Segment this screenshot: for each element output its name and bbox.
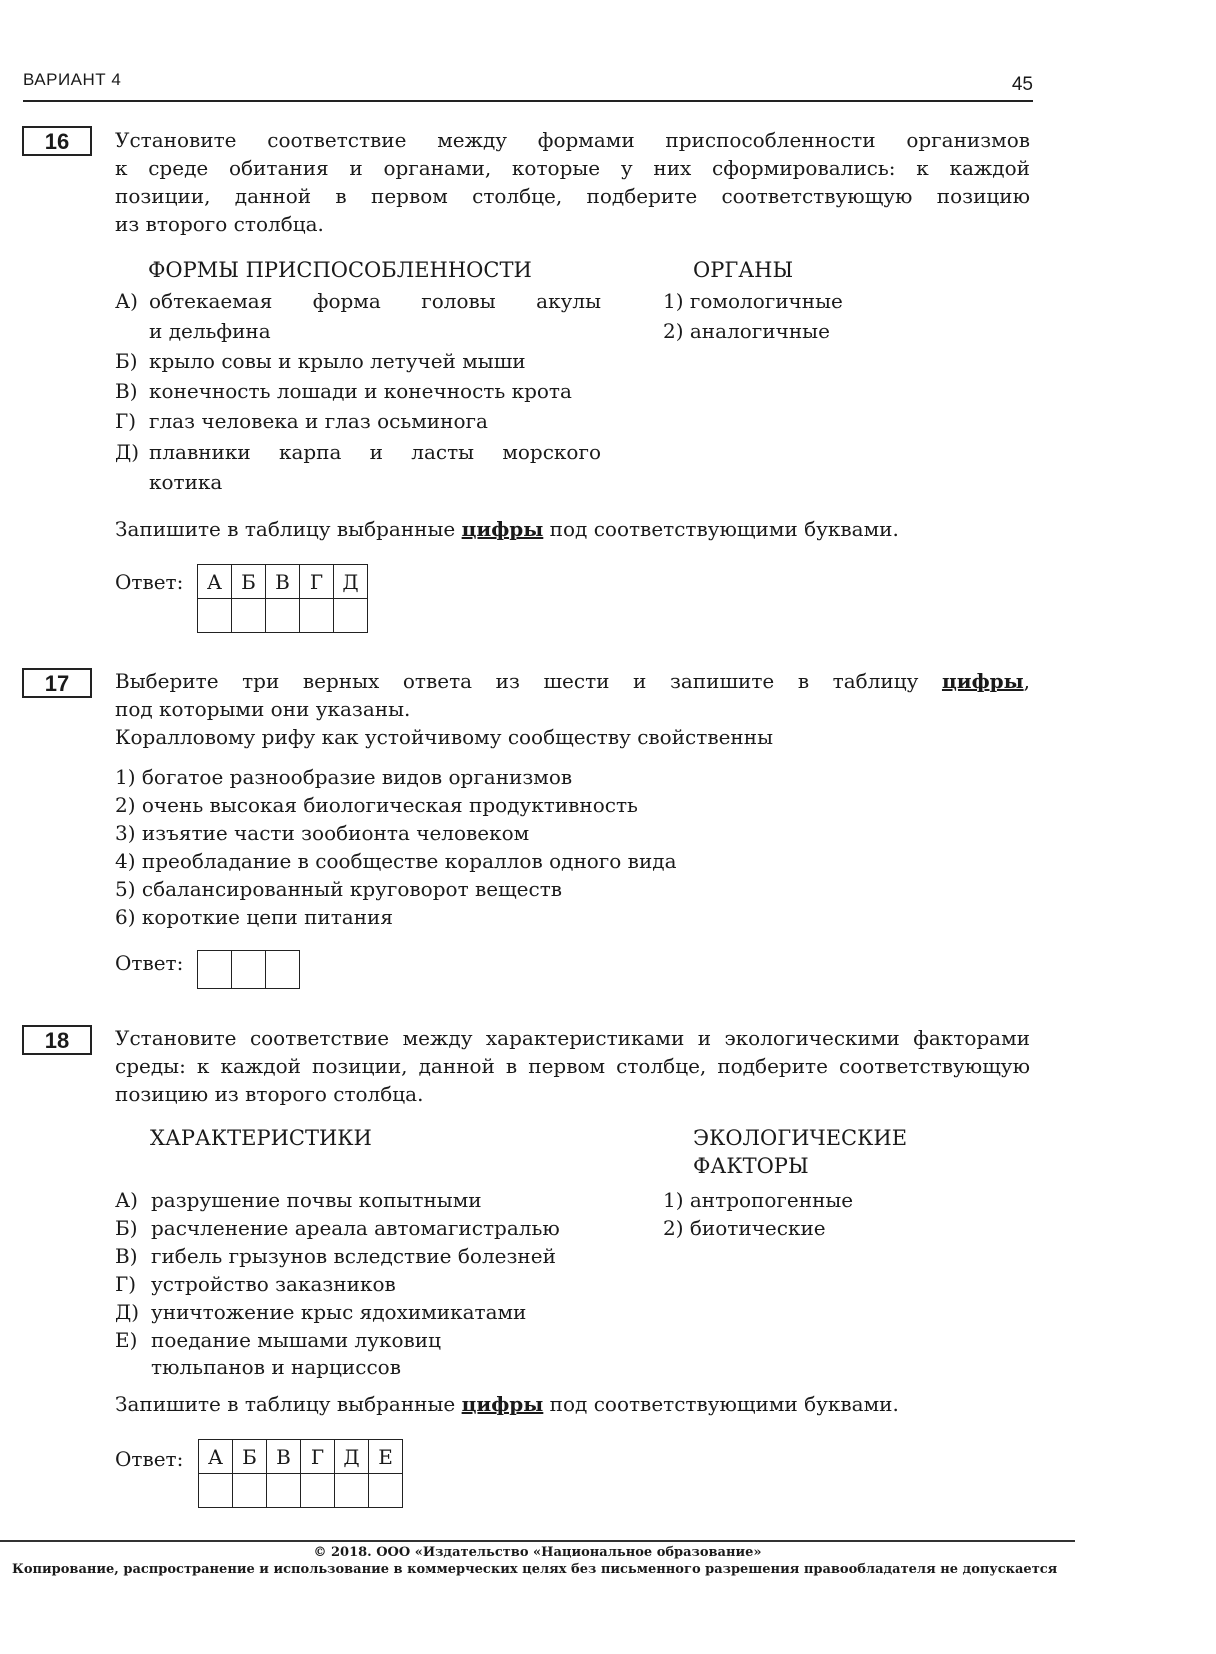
q17-text-line: Коралловому рифу как устойчивому сообществу свойственны (115, 725, 773, 749)
item-text: устройство заказников (151, 1272, 396, 1296)
answer-cell[interactable] (335, 1474, 369, 1508)
item-letter: Д) (115, 1300, 140, 1324)
answer-cell[interactable] (334, 599, 368, 633)
q17-text-line: под которыми они указаны. (115, 697, 411, 721)
item-text-cont: и дельфина (149, 319, 271, 343)
q16-answer-table (197, 564, 368, 633)
q16-text-line: из второго столбца. (115, 212, 324, 236)
q17-option: 3) изъятие части зообионта человеком (115, 821, 530, 845)
item-letter: Д) (115, 440, 140, 464)
question-number-16: 16 (22, 126, 92, 156)
q17-option: 4) преобладание в сообществе кораллов одного вида (115, 849, 677, 873)
q16-instruction: Запишите в таблицу выбранные цифры под соответствующими буквами. (115, 517, 899, 541)
q18-option: 1) антропогенные (663, 1188, 854, 1212)
item-letter: Г) (115, 1272, 137, 1296)
q16-option: 1) гомологичные (663, 289, 843, 313)
variant-label: ВАРИАНТ 4 (23, 70, 122, 89)
item-text: обтекаемая форма головы акулы (149, 289, 601, 313)
item-text: гибель грызунов вследствие болезней (151, 1244, 556, 1268)
answer-letter: Б (232, 565, 266, 599)
item-text: глаз человека и глаз осьминога (149, 409, 488, 433)
item-letter: Г) (115, 409, 137, 433)
q17-option: 5) сбалансированный круговорот веществ (115, 877, 563, 901)
q16-col2-title: ОРГАНЫ (693, 258, 794, 282)
item-text-cont: тюльпанов и нарциссов (151, 1355, 401, 1379)
q17-option: 6) короткие цепи питания (115, 905, 393, 929)
q17-option: 1) богатое разнообразие видов организмов (115, 765, 573, 789)
q18-col2-title: ФАКТОРЫ (693, 1154, 809, 1178)
answer-cell[interactable] (199, 1474, 233, 1508)
emphasis-digits: цифры (461, 1392, 544, 1416)
answer-cell[interactable] (233, 1474, 267, 1508)
answer-cell[interactable] (369, 1474, 403, 1508)
answer-letter: В (267, 1440, 301, 1474)
answer-cell[interactable] (198, 599, 232, 633)
answer-letter: А (199, 1440, 233, 1474)
q18-answer-table (198, 1439, 403, 1508)
answer-cell[interactable] (267, 1474, 301, 1508)
item-text: уничтожение крыс ядохимикатами (151, 1300, 527, 1324)
emphasis-digits: цифры (941, 669, 1024, 693)
q18-option: 2) биотические (663, 1216, 826, 1240)
question-number-18: 18 (22, 1025, 92, 1055)
q17-text-line: Выберите три верных ответа из шести и запишите в таблицу цифры, (115, 669, 1030, 693)
q16-text-line: позиции, данной в первом столбце, подберите соответствующую позицию (115, 184, 1030, 208)
emphasis-digits: цифры (461, 517, 544, 541)
q16-text-line: Установите соответствие между формами приспособленности организмов (115, 128, 1030, 152)
q16-answer-label: Ответ: (115, 570, 184, 594)
item-letter: В) (115, 379, 138, 403)
item-text: крыло совы и крыло летучей мыши (149, 349, 526, 373)
item-text-cont: котика (149, 470, 223, 494)
item-letter: Е) (115, 1328, 138, 1352)
footer-copyright: © 2018. ООО «Издательство «Национальное образование» (313, 1545, 762, 1560)
answer-cell[interactable] (232, 599, 266, 633)
item-letter: В) (115, 1244, 138, 1268)
q16-option: 2) аналогичные (663, 319, 830, 343)
answer-letter: Г (300, 565, 334, 599)
item-letter: Б) (115, 1216, 138, 1240)
item-text: конечность лошади и конечность крота (149, 379, 572, 403)
q17-answer-table (197, 950, 300, 989)
answer-letter: В (266, 565, 300, 599)
answer-letter: Г (301, 1440, 335, 1474)
item-text: расчленение ареала автомагистралью (151, 1216, 560, 1240)
item-text: разрушение почвы копытными (151, 1188, 482, 1212)
answer-letter: Е (369, 1440, 403, 1474)
answer-cell[interactable] (301, 1474, 335, 1508)
question-number-17: 17 (22, 668, 92, 698)
item-text: плавники карпа и ласты морского (149, 440, 601, 464)
q16-text-line: к среде обитания и органами, которые у них сформировались: к каждой (115, 156, 1030, 180)
footer-divider (0, 1540, 1075, 1542)
q18-text-line: среды: к каждой позиции, данной в первом столбце, подберите соответствующую (115, 1054, 1030, 1078)
answer-cell[interactable] (266, 951, 300, 989)
footer-notice: Копирование, распространение и использование в коммерческих целях без письменного разрешения правообладателя не допускается (12, 1562, 1058, 1577)
answer-letter: Д (334, 565, 368, 599)
item-text: поедание мышами луковиц (151, 1328, 441, 1352)
item-letter: А) (115, 1188, 138, 1212)
answer-cell[interactable] (266, 599, 300, 633)
q18-col1-title: ХАРАКТЕРИСТИКИ (150, 1126, 372, 1150)
item-letter: Б) (115, 349, 138, 373)
q18-answer-label: Ответ: (115, 1447, 184, 1471)
q17-answer-label: Ответ: (115, 951, 184, 975)
answer-cell[interactable] (198, 951, 232, 989)
answer-letter: А (198, 565, 232, 599)
answer-letter: Б (233, 1440, 267, 1474)
answer-cell[interactable] (300, 599, 334, 633)
q18-col2-title: ЭКОЛОГИЧЕСКИЕ (693, 1126, 908, 1150)
q17-option: 2) очень высокая биологическая продуктивность (115, 793, 638, 817)
q16-col1-title: ФОРМЫ ПРИСПОСОБЛЕННОСТИ (148, 258, 532, 282)
answer-letter: Д (335, 1440, 369, 1474)
item-letter: А) (115, 289, 138, 313)
page-number: 45 (1011, 74, 1033, 95)
q18-text-line: Установите соответствие между характеристиками и экологическими факторами (115, 1026, 1030, 1050)
page-header (23, 68, 1033, 102)
answer-cell[interactable] (232, 951, 266, 989)
q18-text-line: позицию из второго столбца. (115, 1082, 424, 1106)
q18-instruction: Запишите в таблицу выбранные цифры под соответствующими буквами. (115, 1392, 899, 1416)
